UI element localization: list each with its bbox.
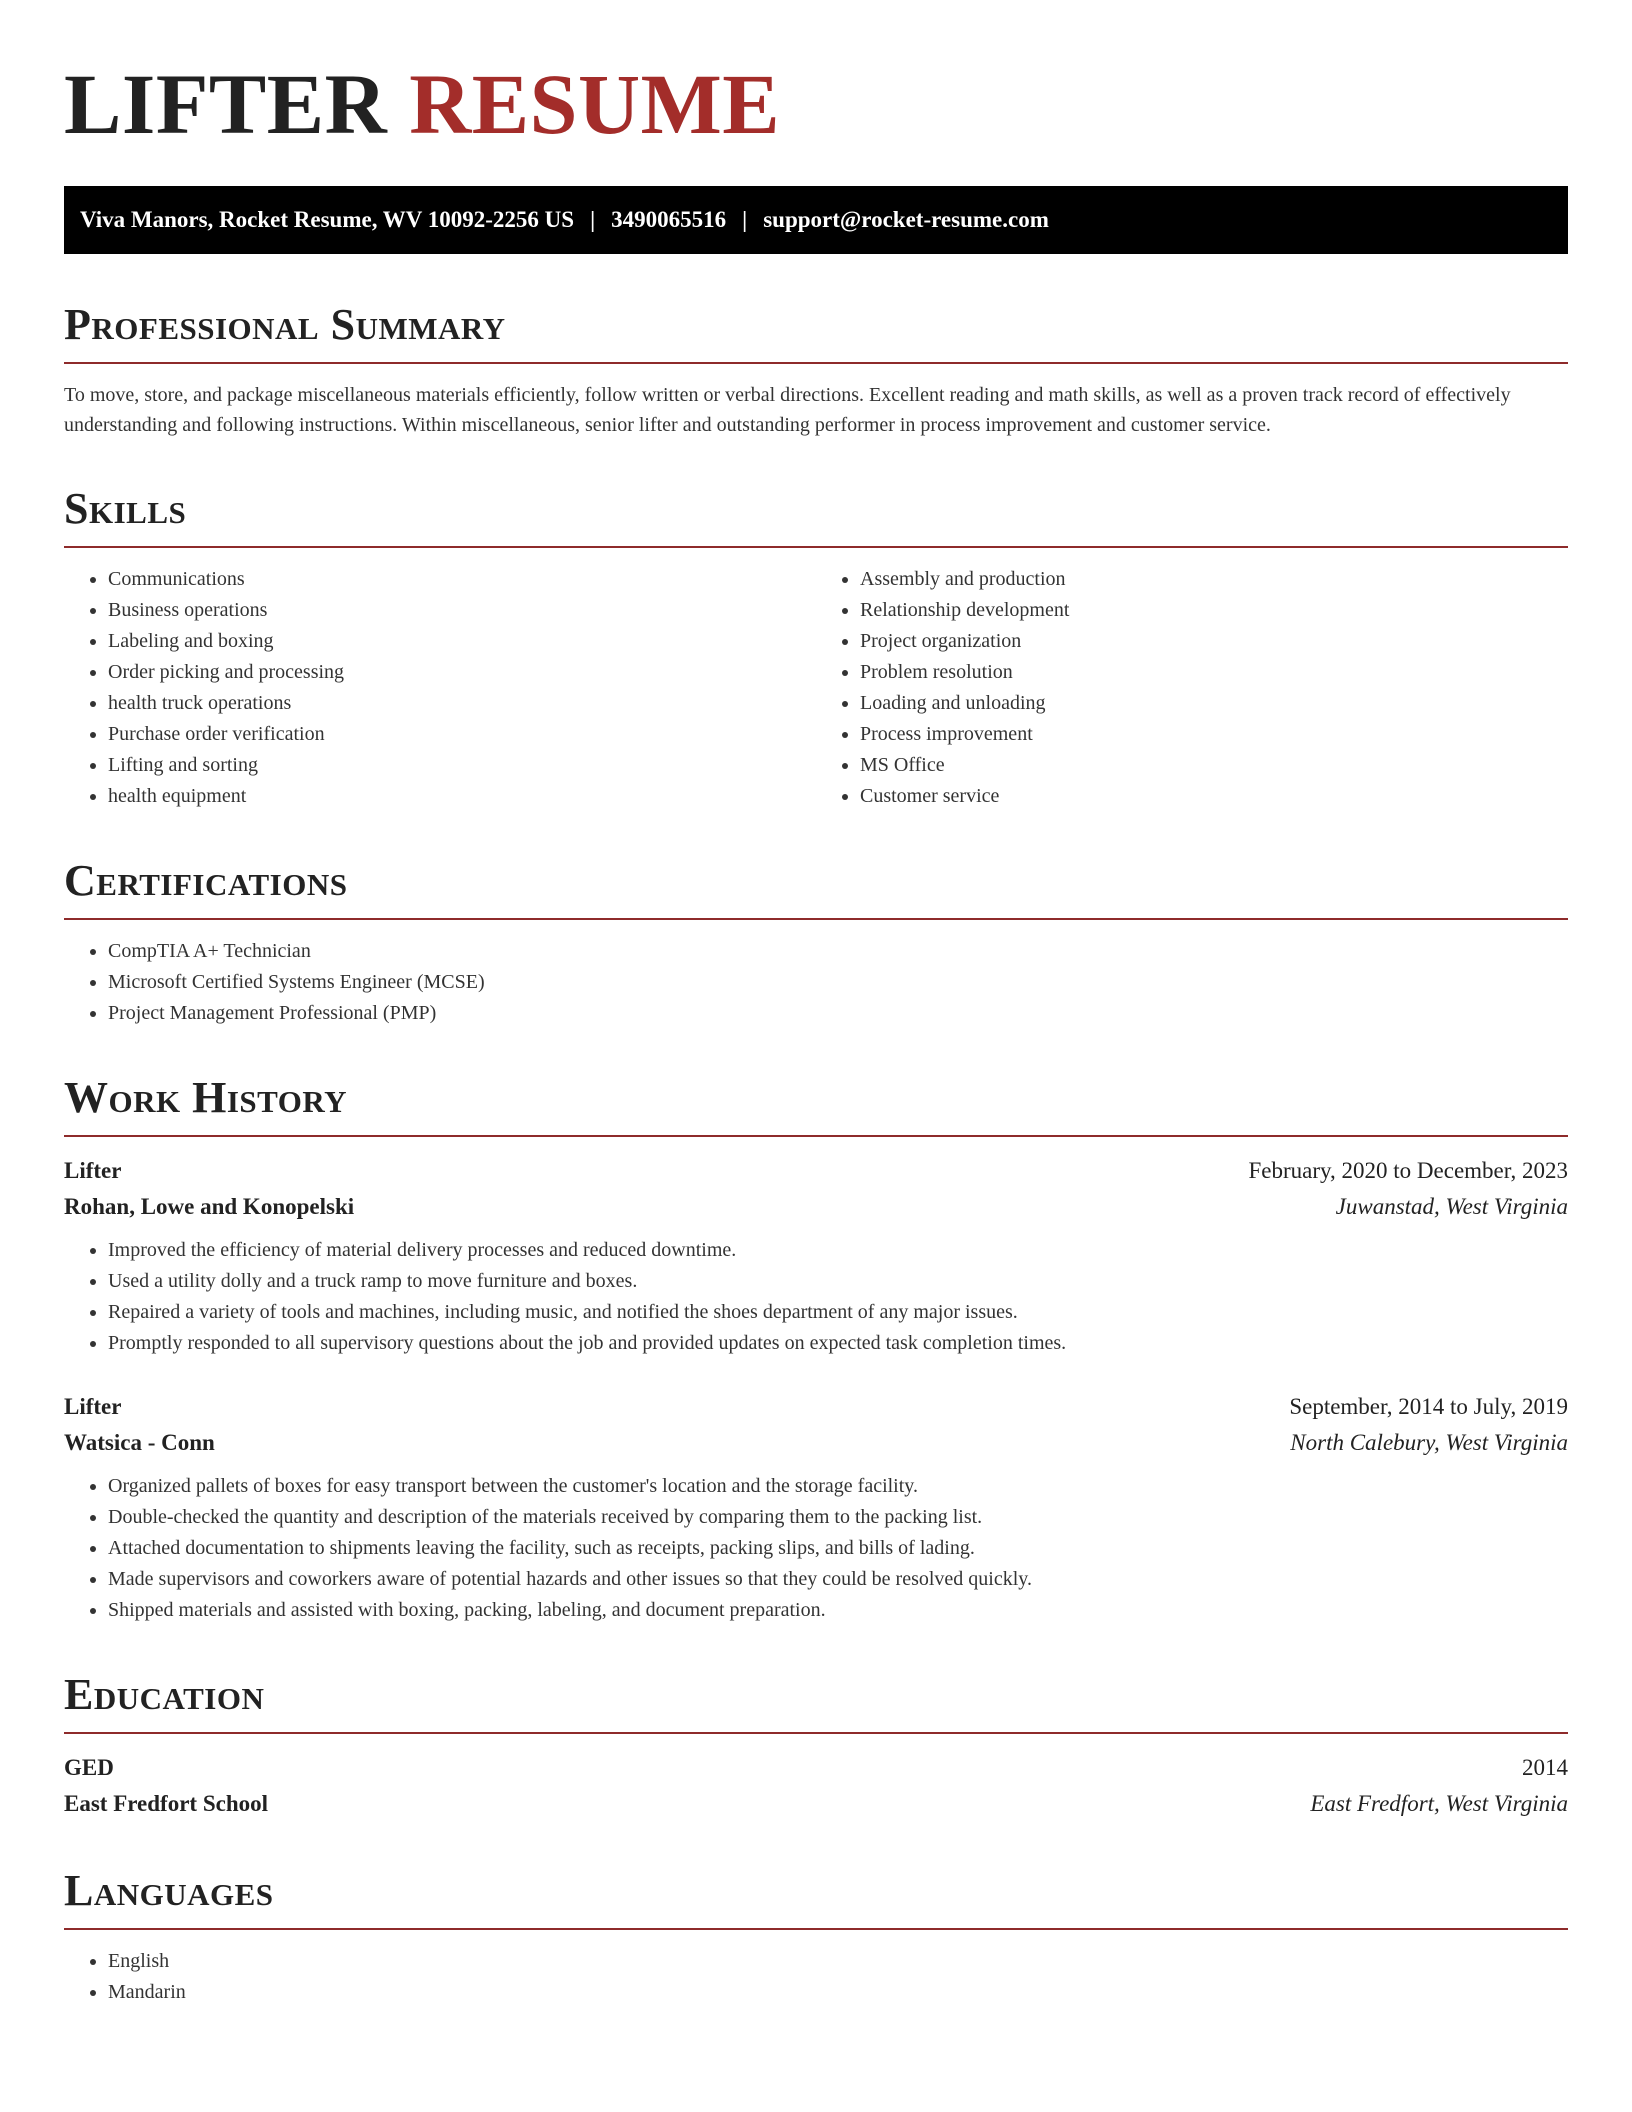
certification-item: • CompTIA A+ Technician	[108, 936, 1568, 967]
work-history-section	[64, 1073, 1568, 1626]
certification-item: • Project Management Professional (PMP)	[108, 998, 1568, 1029]
skill-item: • Loading and unloading	[860, 688, 1568, 719]
education-location: East Fredfort, West Virginia	[1310, 1791, 1568, 1816]
skill-item: • Purchase order verification	[108, 719, 816, 750]
skills-section	[64, 484, 1568, 812]
skill-item: • Lifting and sorting	[108, 750, 816, 781]
job-role: Lifter	[64, 1158, 122, 1183]
title-name: LIFTER	[64, 56, 388, 152]
summary-section	[64, 300, 1568, 440]
section-title: Skills	[64, 484, 1568, 548]
skill-item: • health equipment	[108, 781, 816, 812]
education-section	[64, 1670, 1568, 1822]
section-title: Professional Summary	[64, 300, 1568, 364]
job-bullets	[64, 1235, 1568, 1359]
job-bullet: • Used a utility dolly and a truck ramp to move furniture and boxes.	[108, 1266, 1568, 1297]
job-dates: September, 2014 to July, 2019	[1289, 1394, 1568, 1419]
certifications-section	[64, 856, 1568, 1029]
skill-item: • MS Office	[860, 750, 1568, 781]
job-bullet: • Double-checked the quantity and description of the materials received by comparing them to the packing list.	[108, 1502, 1568, 1533]
skill-item: • Customer service	[860, 781, 1568, 812]
contact-phone: 3490065516	[611, 207, 727, 232]
language-item: • English	[108, 1946, 1568, 1977]
contact-address: Viva Manors, Rocket Resume, WV 10092-2256 US	[80, 207, 575, 232]
education-school: East Fredfort School	[64, 1791, 269, 1816]
skill-item: • Business operations	[108, 595, 816, 626]
job-role: Lifter	[64, 1394, 122, 1419]
contact-email: support@rocket-resume.com	[763, 207, 1049, 232]
language-item: • Mandarin	[108, 1977, 1568, 2008]
section-title: Certifications	[64, 856, 1568, 920]
skill-item: • Project organization	[860, 626, 1568, 657]
languages-list	[64, 1946, 1568, 2008]
skill-item: • Problem resolution	[860, 657, 1568, 688]
title-resume: RESUME	[409, 56, 781, 152]
job-bullet: • Attached documentation to shipments leaving the facility, such as receipts, packing slips, and bills of lading.	[108, 1533, 1568, 1564]
resume-title	[64, 56, 1568, 152]
job-header-row	[64, 1389, 1568, 1425]
job-bullet: • Shipped materials and assisted with boxing, packing, labeling, and document preparation.	[108, 1595, 1568, 1626]
job-company: Watsica - Conn	[64, 1430, 215, 1455]
skill-item: • Labeling and boxing	[108, 626, 816, 657]
job-company-row	[64, 1189, 1568, 1225]
job-location: North Calebury, West Virginia	[1290, 1430, 1568, 1455]
contact-separator: |	[742, 207, 748, 232]
education-year: 2014	[1522, 1755, 1568, 1780]
education-degree: GED	[64, 1755, 114, 1780]
skills-list-left	[64, 564, 816, 812]
job-bullet: • Made supervisors and coworkers aware of potential hazards and other issues so that they could be resolved quickly.	[108, 1564, 1568, 1595]
summary-text: To move, store, and package miscellaneous materials efficiently, follow written or verbal directions. Excellent reading and math skills, as well as a proven track record of effectively understanding and following instructions. Within miscellaneous, senior lifter and outstanding performer in process improvement and customer service.	[64, 384, 1511, 436]
job-location: Juwanstad, West Virginia	[1335, 1194, 1568, 1219]
job-header-row	[64, 1153, 1568, 1189]
job-company: Rohan, Lowe and Konopelski	[64, 1194, 355, 1219]
job-bullets	[64, 1471, 1568, 1626]
job-dates: February, 2020 to December, 2023	[1248, 1158, 1568, 1183]
skills-list-right	[816, 564, 1568, 812]
certification-item: • Microsoft Certified Systems Engineer (MCSE)	[108, 967, 1568, 998]
education-header-row	[64, 1750, 1568, 1786]
job-bullet: • Promptly responded to all supervisory questions about the job and provided updates on expected task completion times.	[108, 1328, 1568, 1359]
education-entry	[64, 1750, 1568, 1822]
skill-item: • Communications	[108, 564, 816, 595]
section-title: Education	[64, 1670, 1568, 1734]
skill-item: • Process improvement	[860, 719, 1568, 750]
job-bullet: • Organized pallets of boxes for easy transport between the customer's location and the storage facility.	[108, 1471, 1568, 1502]
skills-grid	[64, 548, 1568, 812]
job-entry	[64, 1389, 1568, 1626]
contact-separator: |	[590, 207, 596, 232]
section-title: Work History	[64, 1073, 1568, 1137]
skill-item: • Order picking and processing	[108, 657, 816, 688]
job-bullet: • Improved the efficiency of material delivery processes and reduced downtime.	[108, 1235, 1568, 1266]
certifications-list	[64, 936, 1568, 1029]
skill-item: • Relationship development	[860, 595, 1568, 626]
contact-bar	[64, 186, 1568, 254]
skill-item: • health truck operations	[108, 688, 816, 719]
job-bullet: • Repaired a variety of tools and machines, including music, and notified the shoes department of any major issues.	[108, 1297, 1568, 1328]
skill-item: • Assembly and production	[860, 564, 1568, 595]
job-entry	[64, 1153, 1568, 1359]
section-title: Languages	[64, 1866, 1568, 1930]
job-company-row	[64, 1425, 1568, 1461]
languages-section	[64, 1866, 1568, 2008]
education-school-row	[64, 1786, 1568, 1822]
